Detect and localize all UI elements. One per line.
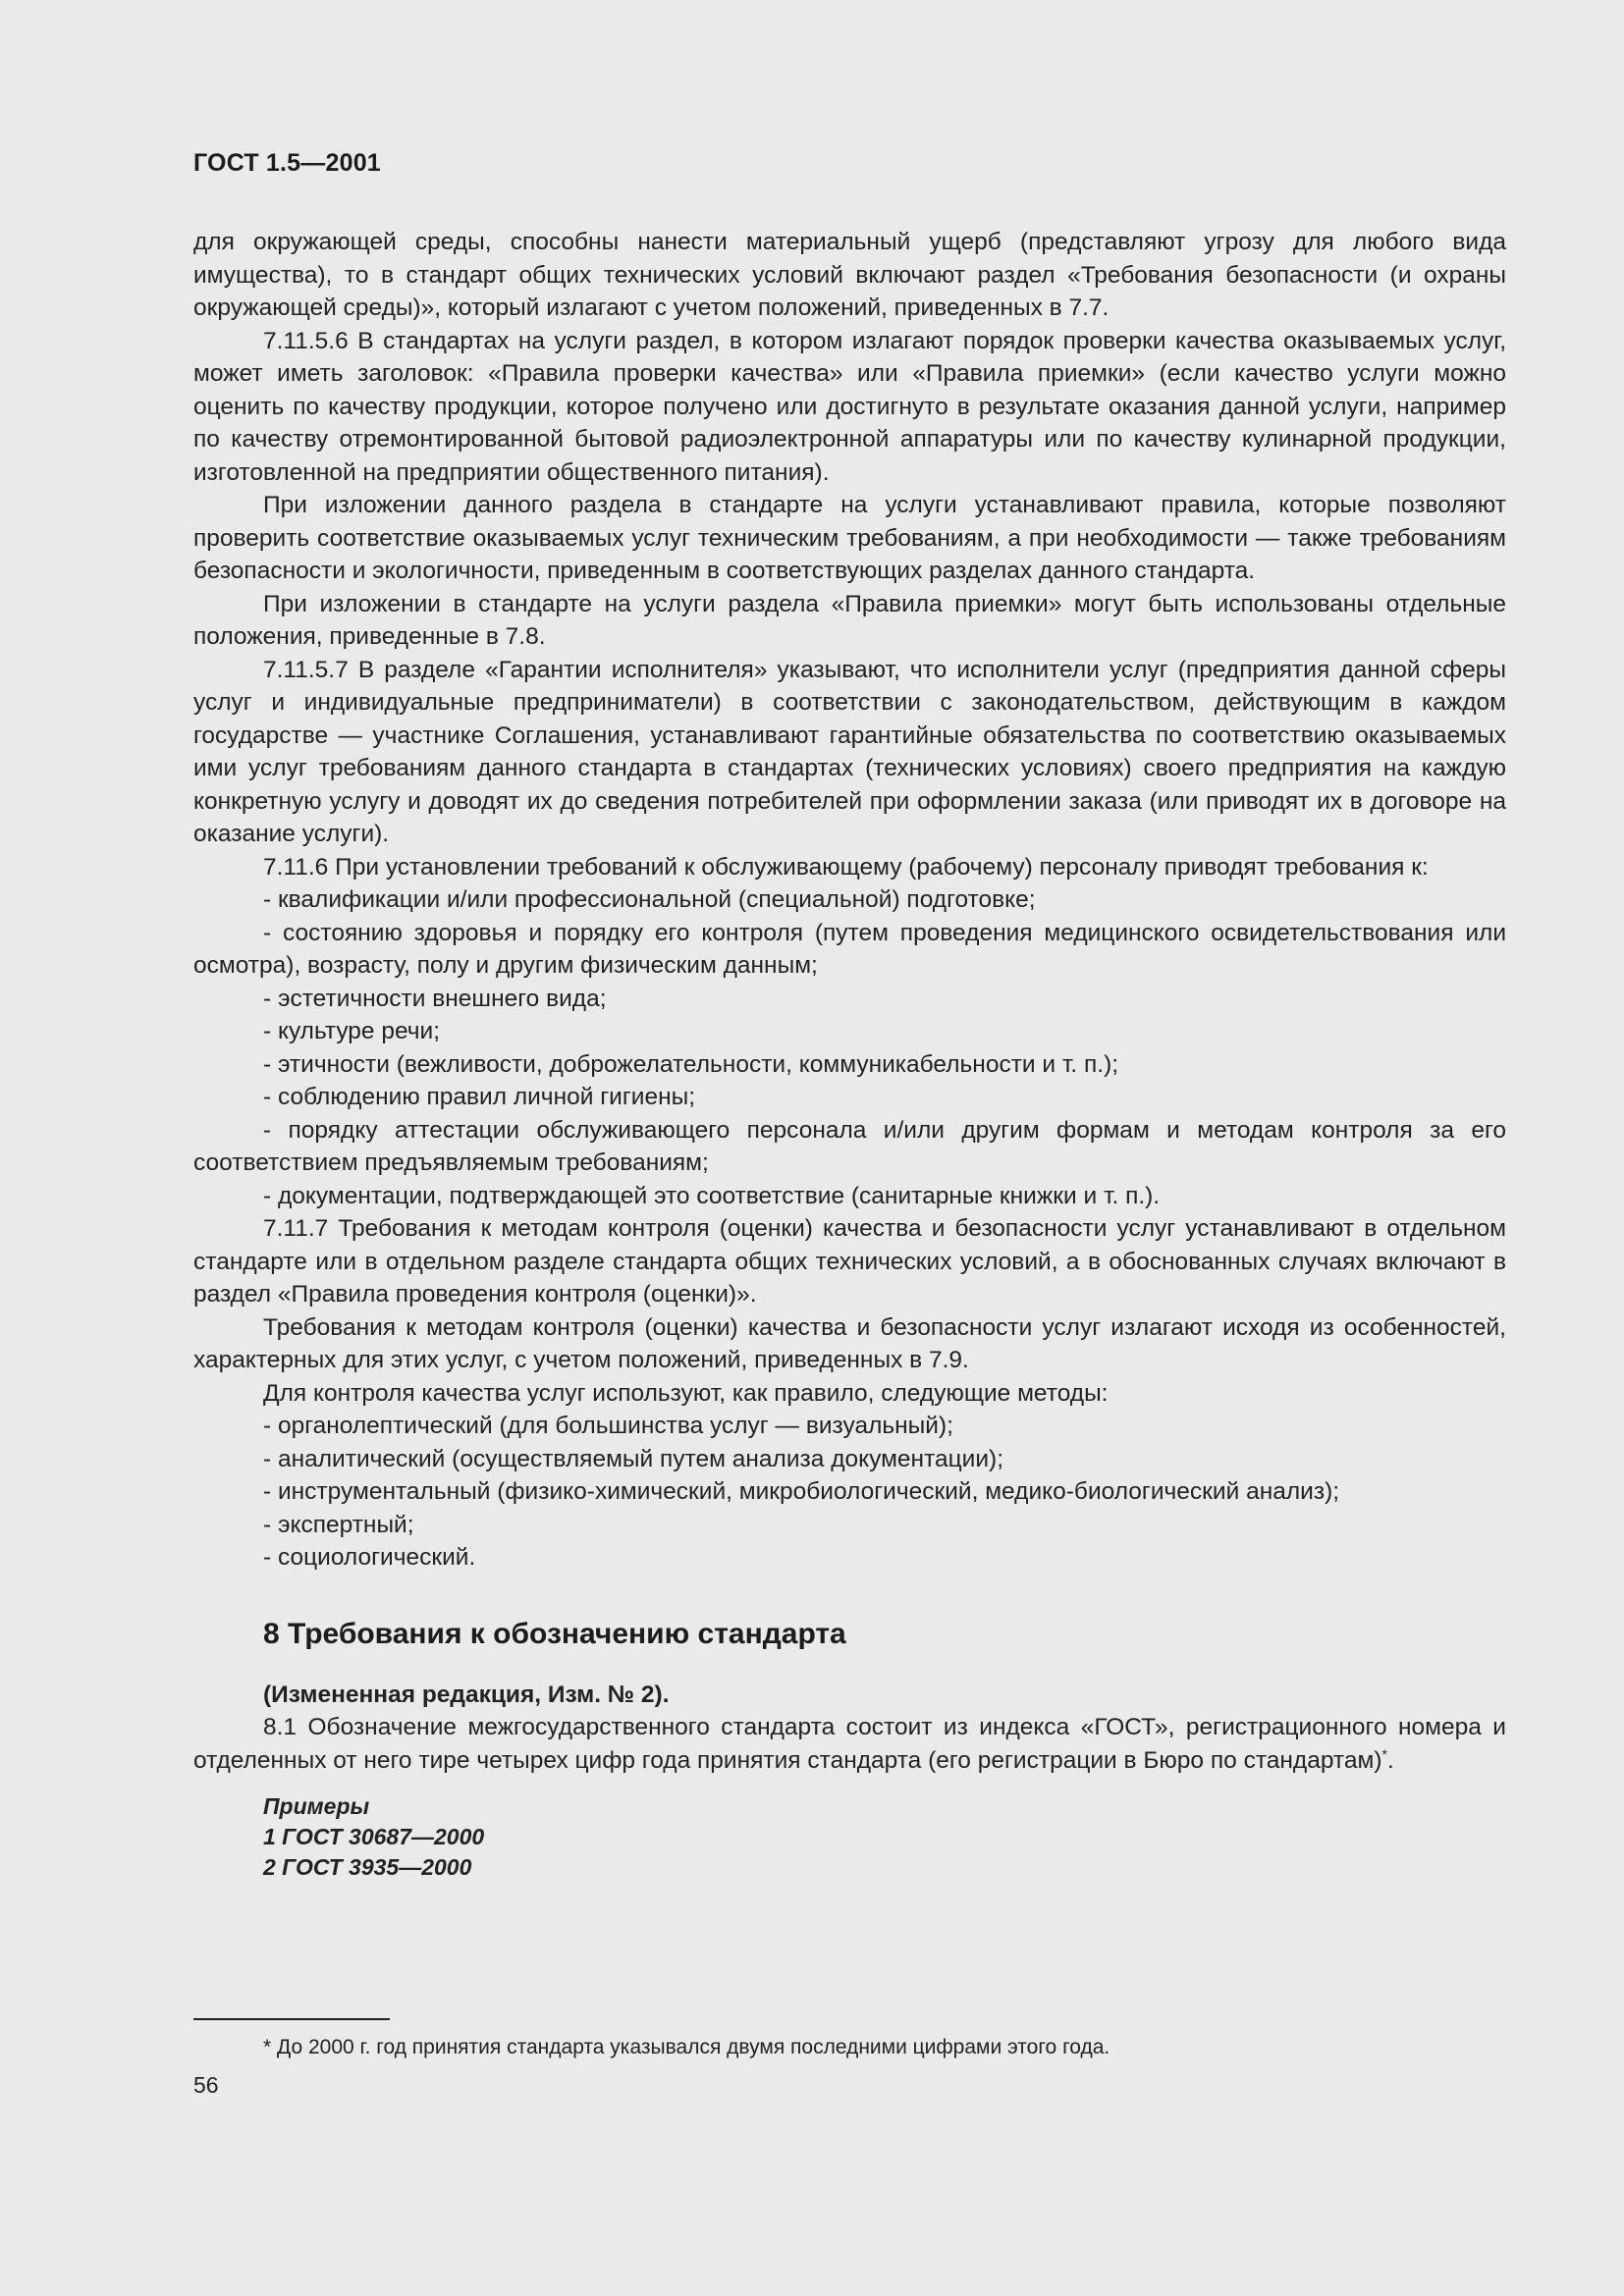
- section-heading: 8 Требования к обозначению стандарта: [263, 1617, 846, 1650]
- examples-title: Примеры: [263, 1793, 370, 1819]
- paragraph-list: [193, 226, 1506, 1575]
- list-item: - социологический.: [263, 1544, 476, 1571]
- paragraph-8-1-end: .: [1386, 1746, 1394, 1774]
- paragraph: для окружающей среды, способны нанести материальный ущерб (представляют угрозу для любого вида имущества), то в стандарт общих технических условий включают раздел «Требования безопасности (и охраны окружающей среды)», который излагают с учетом положений, приведенных в 7.7.: [193, 229, 1506, 321]
- list-item: - аналитический (осуществляемый путем анализа документации);: [263, 1445, 1004, 1472]
- footnote: * До 2000 г. год принятия стандарта указывался двумя последними цифрами этого года.: [263, 2036, 1110, 2058]
- paragraph-8-1: [193, 1711, 1506, 1777]
- page-number: 56: [193, 2072, 219, 2098]
- list-item: - экспертный;: [263, 1511, 414, 1538]
- example-2: 2 ГОСТ 3935—2000: [263, 1854, 472, 1880]
- footnote-marker: *: [1381, 1745, 1387, 1762]
- paragraph: 7.11.5.7 В разделе «Гарантии исполнителя» указывают, что исполнители услуг (предприятия данной сферы услуг и индивидуальные предприниматели) в соответствии с законодательством, действующим в каждом государстве — участнике Соглашения, устанавливают гарантийные обязательства по соответствию оказываемых ими услуг требованиям данного стандарта в стандартах (технических условиях) своего предприятия на каждую конкретную услугу и доводят их до сведения потребителей при оформлении заказа (или приводят их в договоре на оказание услуги).: [193, 656, 1506, 847]
- list-item: - соблюдению правил личной гигиены;: [263, 1084, 696, 1110]
- list-item: - порядку аттестации обслуживающего персонала и/или другим формам и методам контроля за его соответствием предъявляемым требованиям;: [193, 1116, 1506, 1176]
- amendment-note: (Измененная редакция, Изм. № 2).: [263, 1681, 670, 1708]
- list-item: - инструментальный (физико-химический, микробиологический, медико-биологический анализ);: [263, 1478, 1340, 1505]
- list-item: - квалификации и/или профессиональной (специальной) подготовке;: [263, 886, 1036, 913]
- list-item: - этичности (вежливости, доброжелательности, коммуникабельности и т. п.);: [263, 1050, 1119, 1078]
- paragraph-8-1-text: 8.1 Обозначение межгосударственного стандарта состоит из индекса «ГОСТ», регистрационного номера и отделенных от него тире четырех цифр года принятия стандарта (его регистрации в Бюро по стандартам): [193, 1714, 1506, 1774]
- list-item: - состоянию здоровья и порядку его контроля (путем проведения медицинского освидетельствования или осмотра), возрасту, полу и другим физическим данным;: [193, 919, 1506, 979]
- document-body: [193, 226, 1506, 1883]
- paragraph: 7.11.6 При установлении требований к обслуживающему (рабочему) персоналу приводят требования к:: [263, 853, 1429, 881]
- paragraph: При изложении данного раздела в стандарте на услуги устанавливают правила, которые позволяют проверить соответствие оказываемых услуг техническим требованиям, а при необходимости — также требованиям безопасности и экологичности, приведенным в соответствующих разделах данного стандарта.: [193, 492, 1506, 584]
- list-item: - эстетичности внешнего вида;: [263, 985, 607, 1012]
- paragraph: 7.11.5.6 В стандартах на услуги раздел, в котором излагают порядок проверки качества оказываемых услуг, может иметь заголовок: «Правила проверки качества» или «Правила приемки» (если качество услуги можно оценить по качеству продукции, которое получено или достигнуто в результате оказания данной услуги, например по качеству отремонтированной бытовой радиоэлектронной аппаратуры или по качеству кулинарной продукции, изготовленной на предприятии общественного питания).: [193, 327, 1506, 486]
- footnote-divider: [193, 2018, 390, 2020]
- paragraph: Для контроля качества услуг используют, как правило, следующие методы:: [263, 1379, 1109, 1407]
- list-item: - органолептический (для большинства услуг — визуальный);: [263, 1413, 953, 1439]
- paragraph: Требования к методам контроля (оценки) качества и безопасности услуг излагают исходя из особенностей, характерных для этих услуг, с учетом положений, приведенных в 7.9.: [193, 1313, 1506, 1373]
- paragraph: 7.11.7 Требования к методам контроля (оценки) качества и безопасности услуг устанавливают в отдельном стандарте или в отдельном разделе стандарта общих технических условий, а в обоснованных случаях включают в раздел «Правила проведения контроля (оценки)».: [193, 1215, 1506, 1308]
- example-1: 1 ГОСТ 30687—2000: [263, 1824, 485, 1849]
- document-header: ГОСТ 1.5—2001: [193, 149, 381, 177]
- list-item: - документации, подтверждающей это соответствие (санитарные книжки и т. п.).: [263, 1182, 1161, 1209]
- paragraph: При изложении в стандарте на услуги раздела «Правила приемки» могут быть использованы отдельные положения, приведенные в 7.8.: [193, 590, 1506, 650]
- list-item: - культуре речи;: [263, 1018, 441, 1044]
